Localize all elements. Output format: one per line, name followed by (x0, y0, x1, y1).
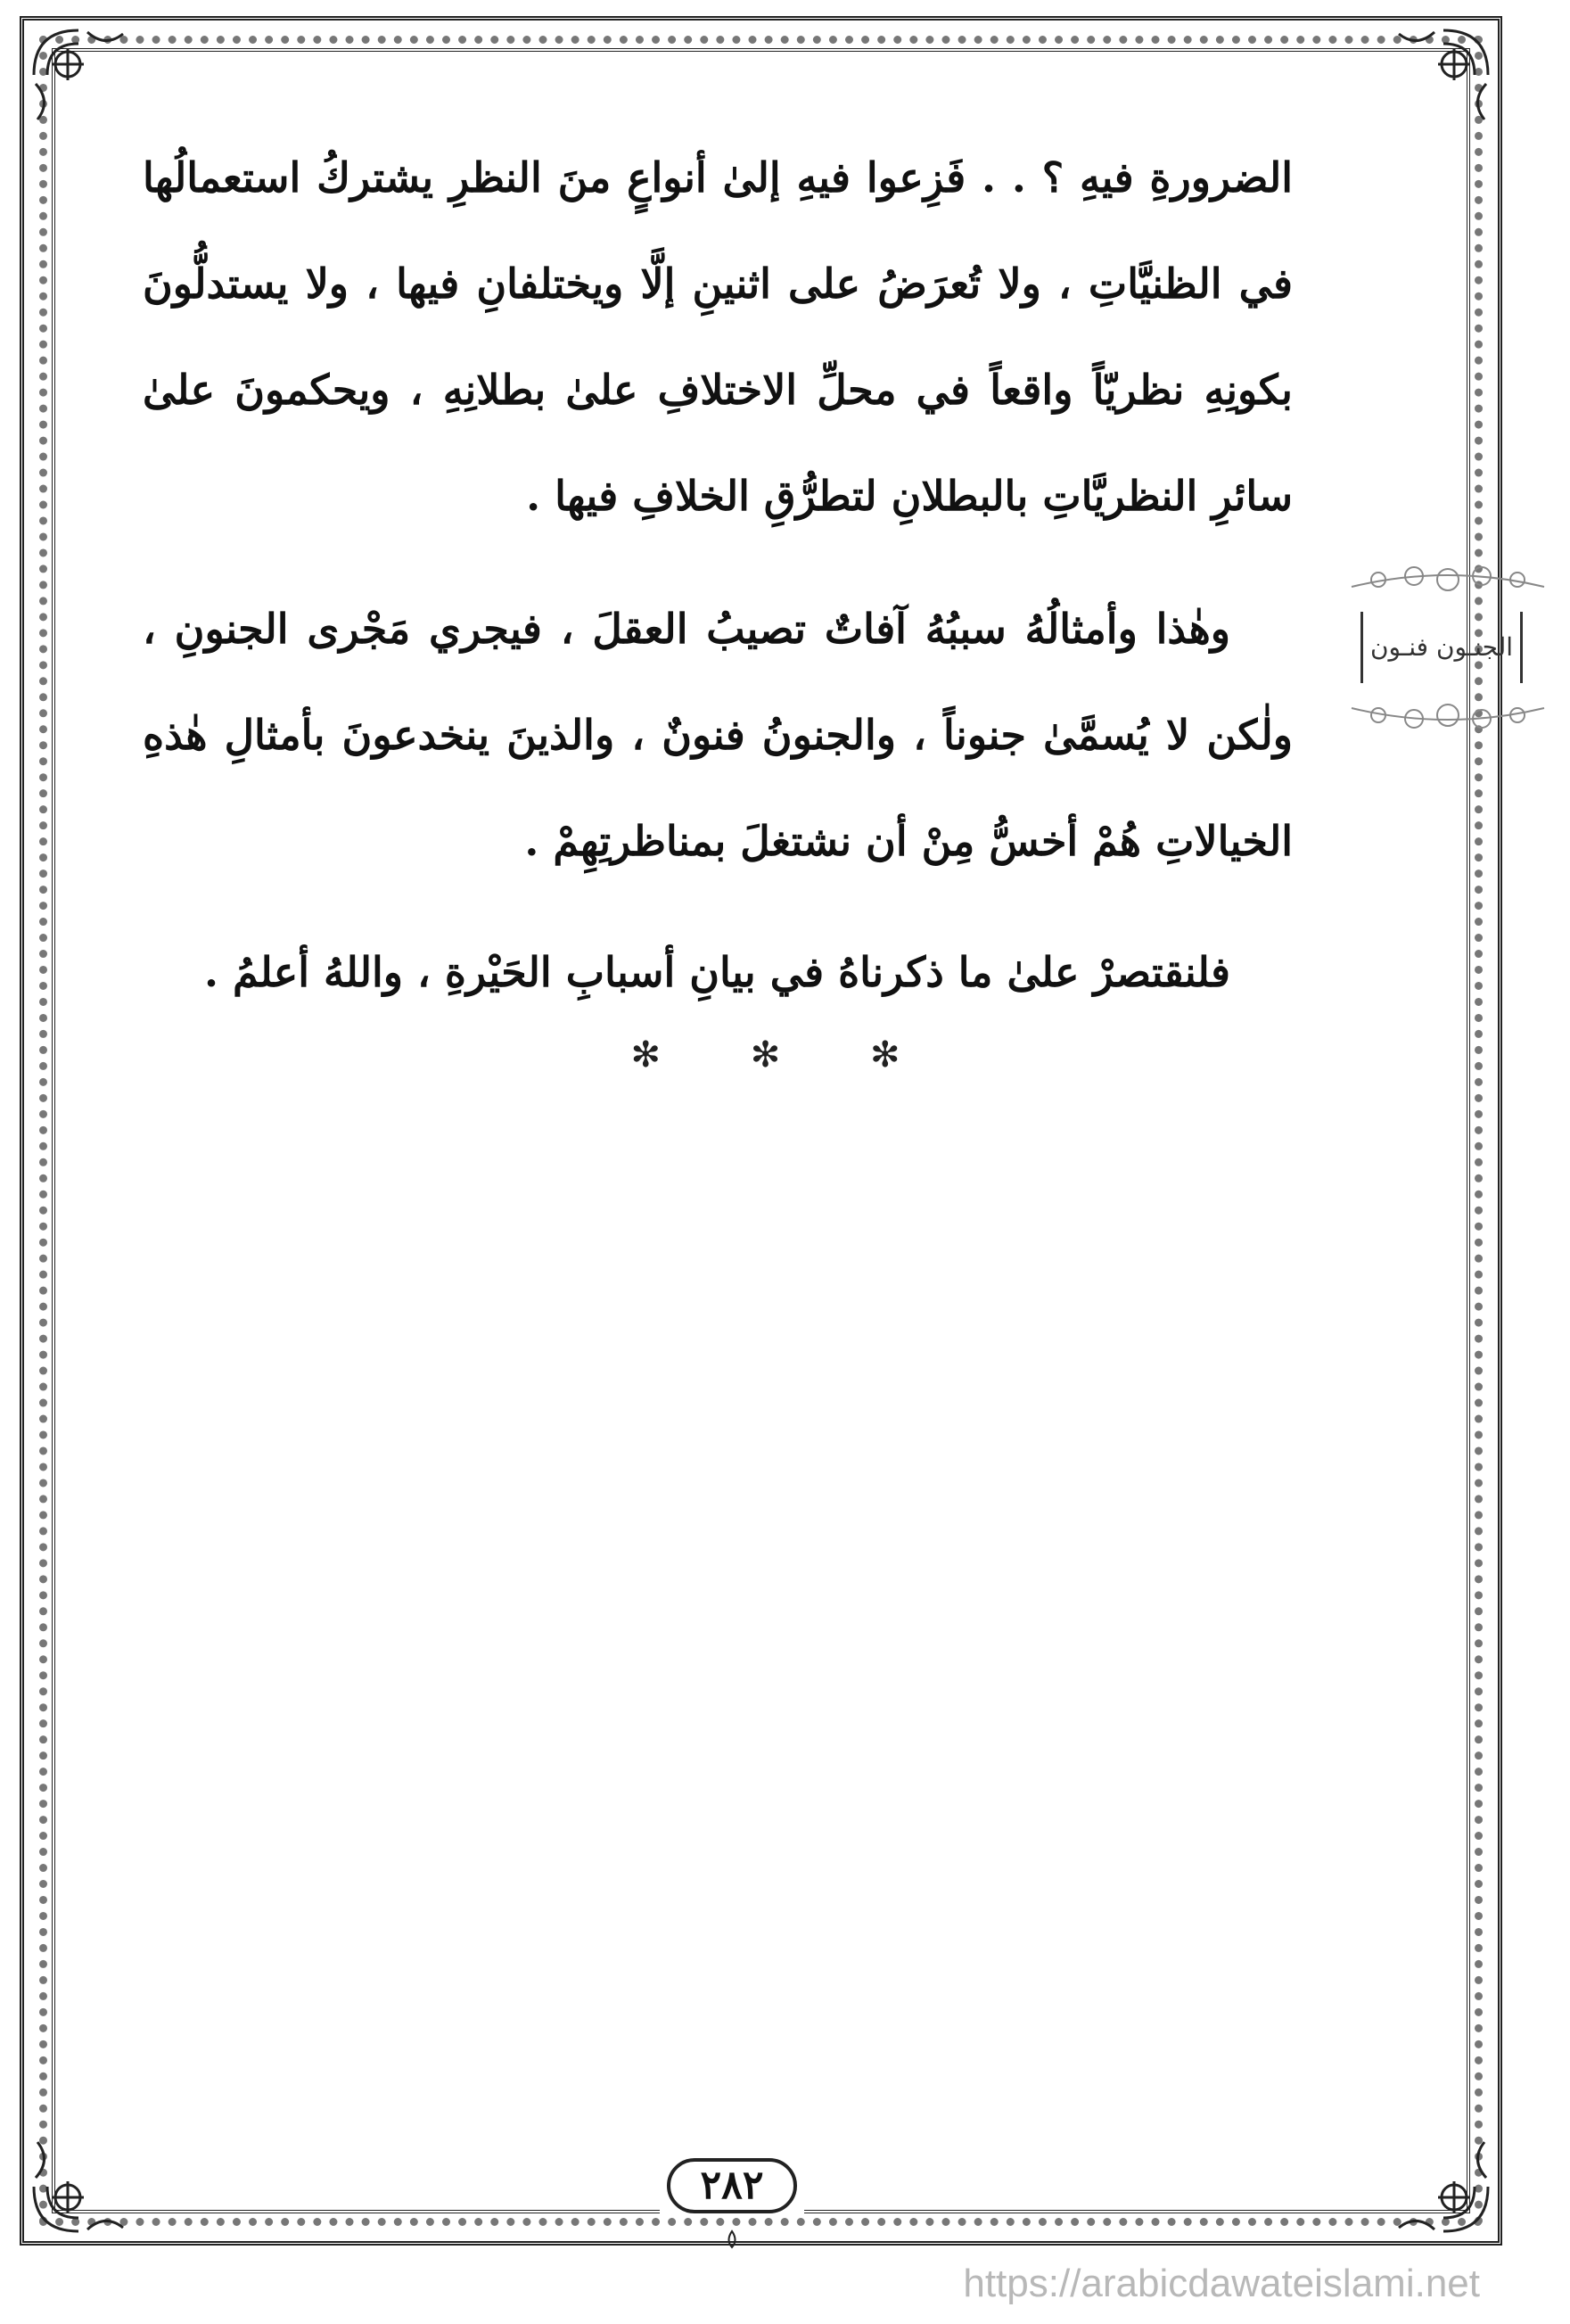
ornament-drop-icon (724, 2229, 740, 2249)
margin-note-label: الجنـون فنـون (1360, 612, 1523, 683)
corner-ornament-icon (1390, 2133, 1497, 2240)
page-number-badge (660, 2155, 804, 2217)
corner-ornament-icon (1390, 21, 1497, 128)
margin-note (1343, 560, 1553, 735)
corner-ornament-icon (25, 2133, 132, 2240)
margin-ornament-icon (1343, 699, 1553, 735)
watermark-url: https://arabicdawateislami.net (963, 2262, 1480, 2305)
paragraph: الضرورةِ فيهِ ؟ . . فَزِعوا فيهِ إلىٰ أنواعٍ منَ النظرِ يشتركُ استعمالُها في الظنيَّاتِ ، ولا تُعرَضُ على اثنينِ إلَّا ويختلفانِ فيها ، ولا يستدلُّونَ بكونِهِ نظريّاً واقعاً في محلِّ الاختلافِ علىٰ بطلانِهِ ، ويحكمونَ علىٰ سائرِ النظريَّاتِ بالبطلانِ لتطرُّقِ الخلافِ فيها . (143, 153, 1293, 520)
section-separator: ✻ ✻ ✻ (630, 1034, 940, 1075)
body-text (143, 125, 1293, 1026)
page-number: ٢٨٢ (667, 2158, 797, 2213)
paragraph: فلنقتصرْ علىٰ ما ذكرناهُ في بيانِ أسبابِ الحَيْرةِ ، واللهُ أعلمُ . (203, 948, 1230, 996)
paragraph: وهٰذا وأمثالُهُ سببُهُ آفاتٌ تصيبُ العقلَ ، فيجري مَجْرى الجنونِ ، ولٰكن لا يُسمَّىٰ جنوناً ، والجنونُ فنونٌ ، والذينَ ينخدعونَ بأمثالِ هٰذهِ الخيالاتِ هُمْ أخسُّ مِنْ أن نشتغلَ بمناظرتِهِمْ . (143, 605, 1293, 865)
corner-ornament-icon (25, 21, 132, 128)
margin-ornament-icon (1343, 560, 1553, 596)
